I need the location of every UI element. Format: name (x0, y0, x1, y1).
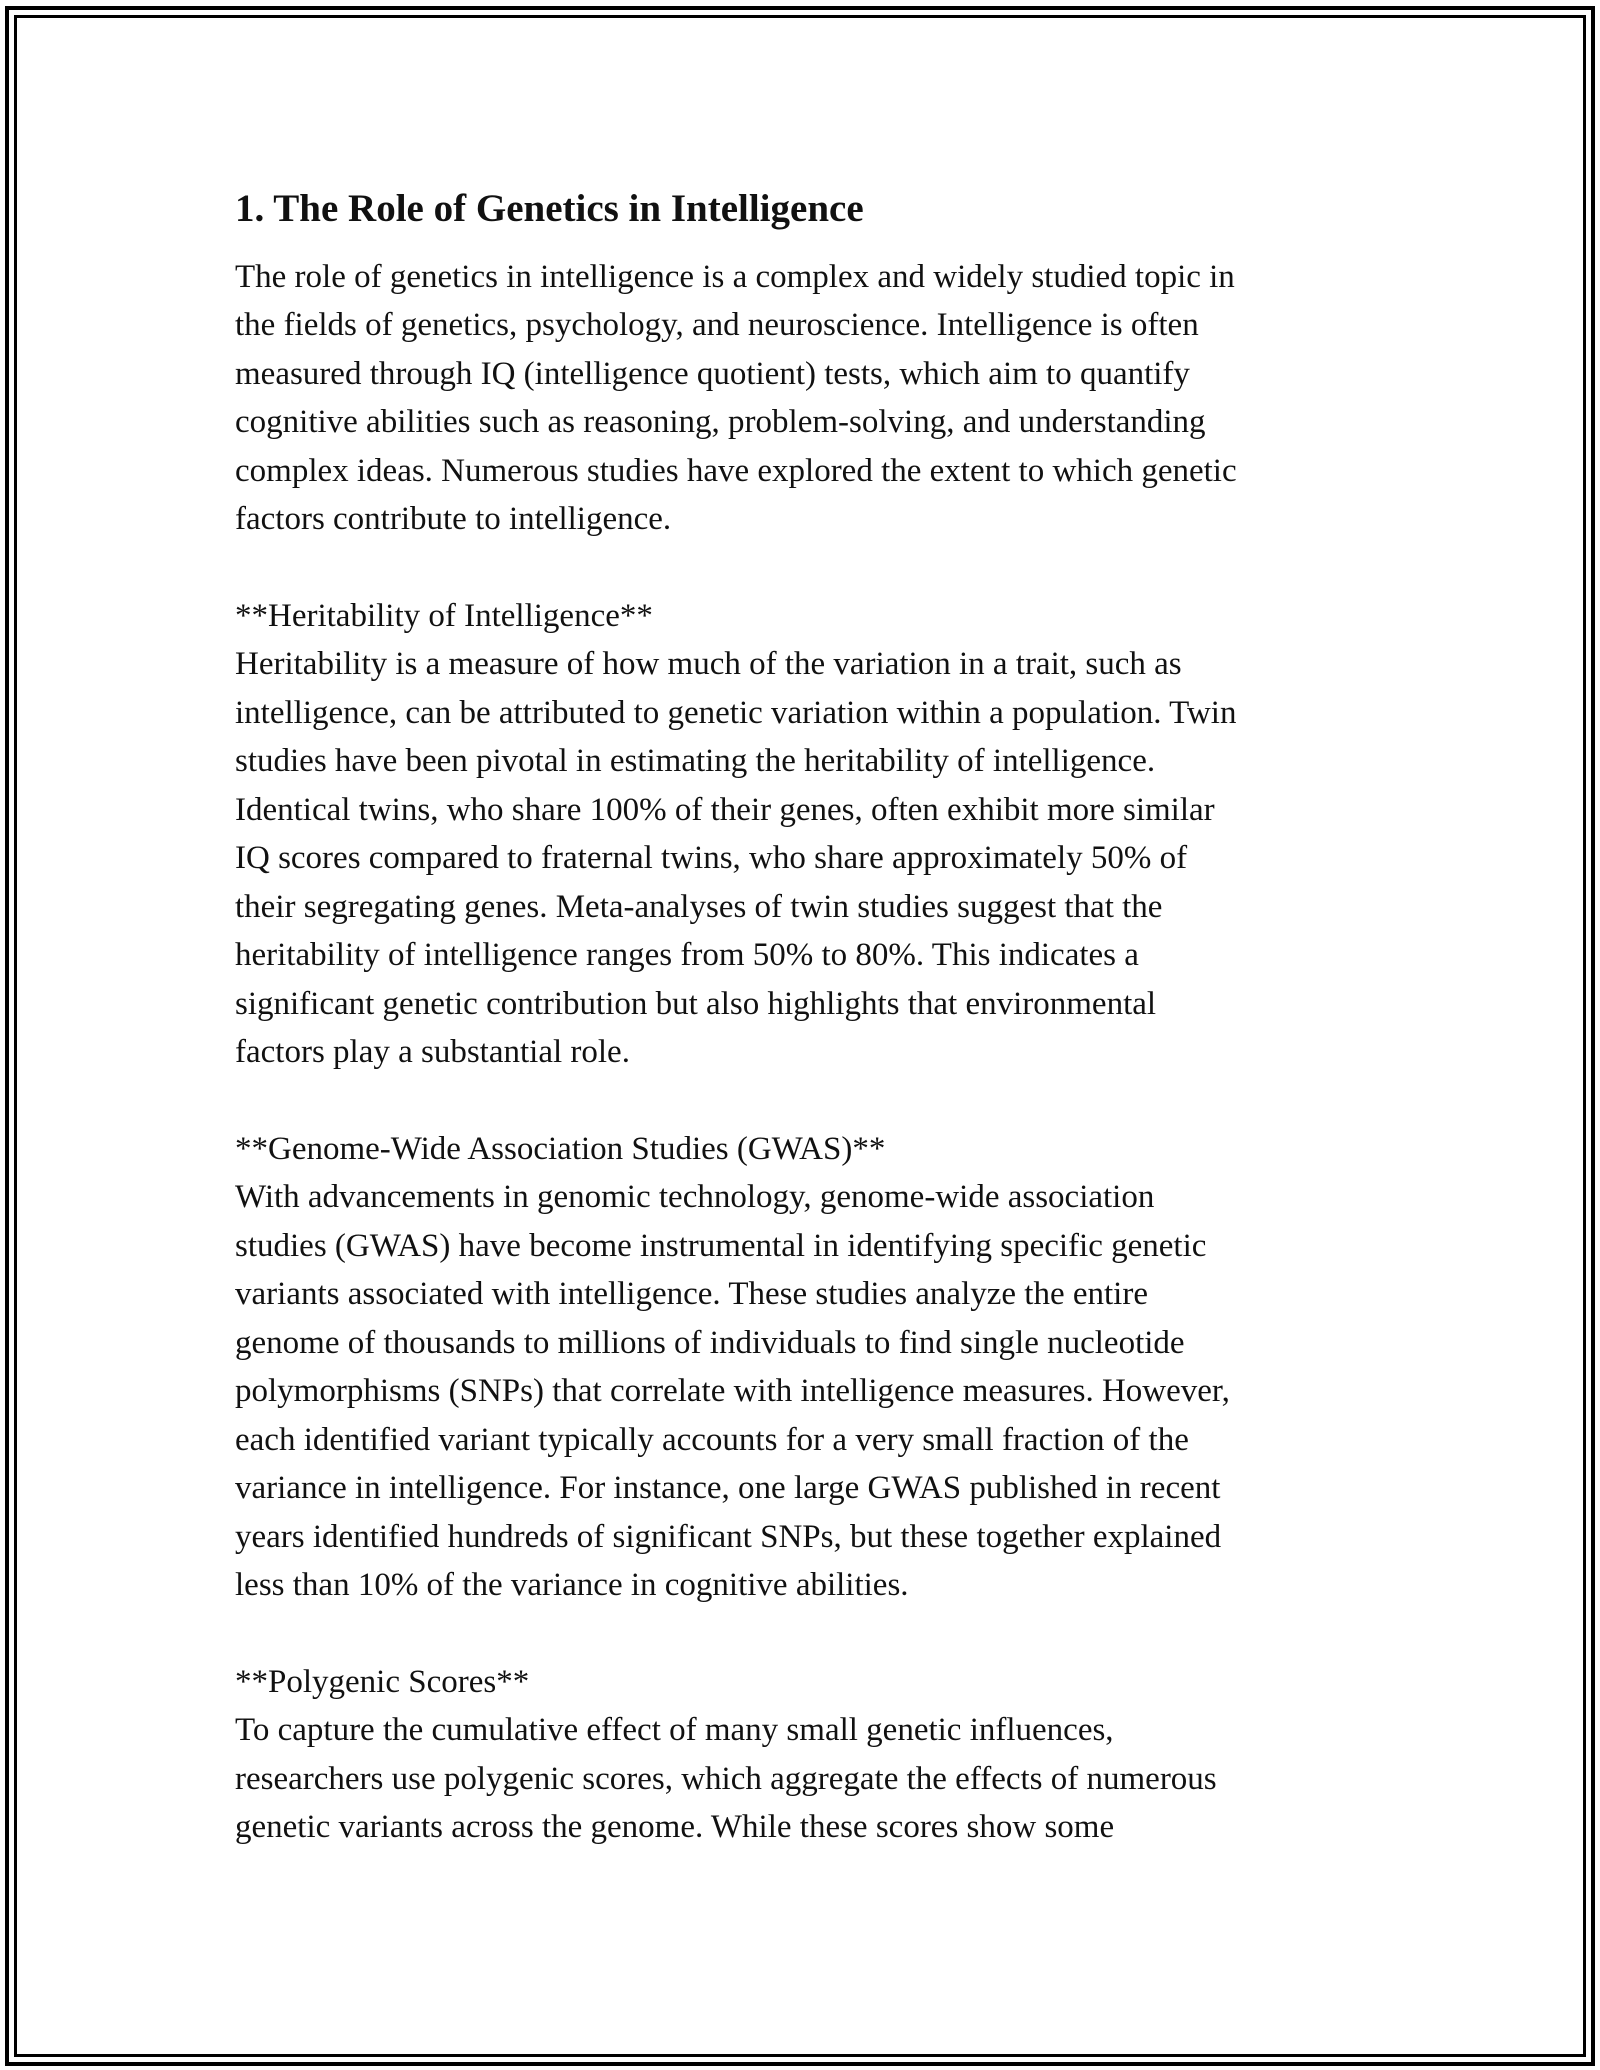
paragraph-line: the fields of genetics, psychology, and neuroscience. Intelligence is often (235, 307, 1199, 344)
paragraph-line: IQ scores compared to fraternal twins, who share approximately 50% of (235, 840, 1188, 877)
document-section (235, 253, 1365, 544)
section-paragraph (235, 1658, 1365, 1852)
paragraph-line: To capture the cumulative effect of many small genetic influences, (235, 1712, 1114, 1749)
paragraph-line: intelligence, can be attributed to genetic variation within a population. Twin (235, 694, 1237, 731)
paragraph-line: polymorphisms (SNPs) that correlate with intelligence measures. However, (235, 1373, 1230, 1410)
section-paragraph (235, 592, 1365, 1077)
document-section (235, 1125, 1365, 1610)
document-body (235, 186, 1365, 1900)
paragraph-line: each identified variant typically accounts for a very small fraction of the (235, 1421, 1189, 1458)
paragraph-line: less than 10% of the variance in cognitive abilities. (235, 1567, 909, 1604)
paragraph-line: Heritability is a measure of how much of the variation in a trait, such as (235, 646, 1182, 683)
paragraph-line: studies have been pivotal in estimating the heritability of intelligence. (235, 743, 1156, 780)
paragraph-line: genetic variants across the genome. While these scores show some (235, 1809, 1115, 1846)
paragraph-line: researchers use polygenic scores, which aggregate the effects of numerous (235, 1760, 1217, 1797)
document-section (235, 592, 1365, 1077)
document-title: 1. The Role of Genetics in Intelligence (235, 187, 864, 230)
paragraph-line: years identified hundreds of significant SNPs, but these together explained (235, 1518, 1222, 1555)
sections-container (235, 253, 1365, 1852)
paragraph-line: factors contribute to intelligence. (235, 501, 672, 538)
section-heading: **Heritability of Intelligence** (235, 597, 653, 634)
section-paragraph (235, 1125, 1365, 1610)
paragraph-line: measured through IQ (intelligence quotient) tests, which aim to quantify (235, 355, 1190, 392)
paragraph-line: their segregating genes. Meta-analyses of twin studies suggest that the (235, 888, 1163, 925)
section-heading: **Polygenic Scores** (235, 1663, 530, 1700)
paragraph-line: complex ideas. Numerous studies have explored the extent to which genetic (235, 452, 1237, 489)
paragraph-line: cognitive abilities such as reasoning, problem-solving, and understanding (235, 404, 1206, 441)
paragraph-line: The role of genetics in intelligence is a complex and widely studied topic in (235, 258, 1235, 295)
paragraph-line: significant genetic contribution but also highlights that environmental (235, 985, 1157, 1022)
paragraph-line: variance in intelligence. For instance, one large GWAS published in recent (235, 1470, 1221, 1507)
paragraph-line: With advancements in genomic technology, genome-wide association (235, 1179, 1155, 1216)
paragraph-line: variants associated with intelligence. These studies analyze the entire (235, 1276, 1148, 1313)
paragraph-line: studies (GWAS) have become instrumental in identifying specific genetic (235, 1227, 1207, 1264)
paragraph-line: factors play a substantial role. (235, 1034, 630, 1071)
paragraph-line: Identical twins, who share 100% of their genes, often exhibit more similar (235, 791, 1215, 828)
paragraph-line: genome of thousands to millions of individuals to find single nucleotide (235, 1324, 1185, 1361)
document-section (235, 1658, 1365, 1852)
section-heading: **Genome-Wide Association Studies (GWAS)** (235, 1130, 886, 1167)
paragraph-line: heritability of intelligence ranges from 50% to 80%. This indicates a (235, 937, 1139, 974)
section-paragraph (235, 253, 1365, 544)
